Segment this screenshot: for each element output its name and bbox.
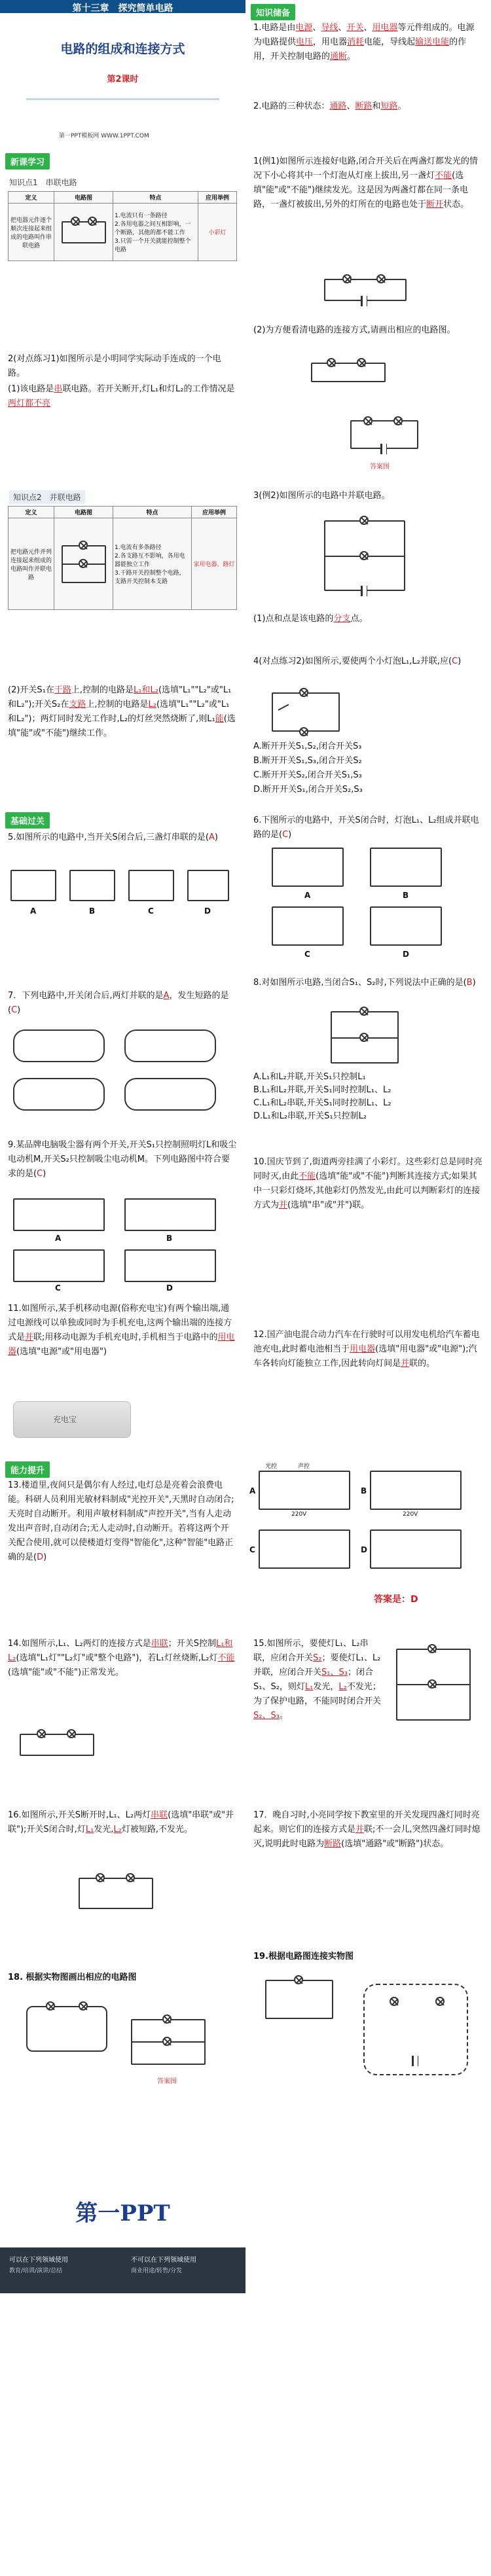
q1-ans2: 断开: [426, 200, 444, 209]
q15-text: [253, 1637, 384, 1723]
series-feature: 1.电流只有一条路径 2.各用电器之间互相影响，一个断路，其他的都不能工作 3.只需一个开关就能控制整个电路: [113, 204, 198, 261]
q7-diagrams: [13, 1029, 229, 1121]
q12-end: 联的。: [409, 1359, 435, 1368]
series-example: 小彩灯: [198, 204, 237, 261]
series-table: [8, 191, 237, 261]
q9-label-d: D: [166, 1283, 173, 1293]
q4-ans: C: [452, 656, 458, 666]
q7-close: ): [17, 1005, 21, 1015]
q9-label-c: C: [55, 1283, 61, 1293]
q8-option-b: B.L₁和L₂并联,开关S₁同时控制L₁、L₂: [253, 1085, 391, 1095]
q17-prefix: 17．晚自习时,小亮同学按下教室里的开关发现四盏灯同时亮起来。则它们的连接方式是: [253, 1810, 480, 1834]
q16-mid2: 发光,: [94, 1825, 114, 1834]
q2b-title: (2)为方便看清电路的连接方式,请画出相应的电路图。: [253, 325, 456, 335]
slide-2: [0, 149, 491, 316]
q5-ans: A: [209, 832, 215, 842]
q18-real-circuit: [26, 2003, 111, 2056]
q14-ans1: 串联: [151, 1639, 168, 1649]
lesson-title: 电路的组成和连接方式: [60, 42, 185, 56]
q15-mid2: ；闭合S₁、S₂，则灯: [253, 1668, 373, 1692]
th-example: 应用举例: [198, 192, 237, 204]
q3b-ans2: L₁和L₂: [134, 685, 158, 695]
q17-ans2: 断路: [324, 1839, 342, 1849]
q13-sw-light: 光控: [265, 1463, 278, 1470]
q7-title-text: 7．下列电路中,开关闭合后,两灯并联的是: [8, 991, 164, 1001]
q3b-mid2: (选填"L₁""L₂"或"L₁和L₂");开关S₂在: [8, 685, 232, 709]
q14-mid1: ；开关S控制: [168, 1639, 216, 1649]
q3-title: 3(例2)如图所示的电路中并联电路。: [253, 491, 390, 501]
q9-ans: C: [37, 1169, 43, 1179]
q15-end: 不发光；为了保护电路，不能同时闭合开关: [253, 1682, 382, 1706]
line2-pre: 电路的三种状态：: [261, 101, 330, 111]
q4-title-text: 4(对点练习2)如图所示,要使两个小灯泡L₁,L₂并联,应(: [253, 656, 452, 666]
knowledge-reserve-slide: [245, 0, 491, 147]
q4-slide: [245, 649, 491, 806]
parallel-table-header: [9, 507, 237, 518]
ans-switch: 开关: [346, 23, 364, 33]
q11-prefix: 11.如图所示,某手机移动电源(俗称充电宝)有两个输出端,通过电源线可以单独或同时为手机充电,这两个输出端的连接方式是: [8, 1304, 232, 1342]
slide-3: [0, 318, 491, 482]
q13-label-d: D: [361, 1545, 367, 1554]
q15-ans4: L₂: [338, 1682, 347, 1692]
q5-slide: [0, 808, 245, 969]
q16-ans1: 串联: [151, 1810, 168, 1820]
parallel-knowledge-slide: [0, 484, 245, 647]
th-feature-2: 特点: [113, 507, 192, 518]
q15-slide: [245, 1620, 491, 1780]
q19-slide: [245, 1944, 491, 2115]
q19-text: 19.根据电路图连接实物图: [253, 1952, 354, 1961]
line1-prefix: 1.: [253, 23, 262, 33]
q15-ans2: S₁、S₃: [321, 1668, 348, 1677]
footer-right-1: 不可以在下列领域使用: [131, 2257, 196, 2264]
q2b-answer-diagram: [350, 416, 422, 456]
knowledge1-title: 知识点1 串联电路: [9, 178, 77, 187]
q9-label-b: B: [166, 1234, 173, 1243]
slide-14: [0, 2117, 491, 2576]
q3-ans: 分支: [333, 614, 351, 624]
q3b-mid1: 上,控制的电路是: [71, 685, 134, 695]
q16-prefix: 16.如图所示,开关S断开时,L₁、L₂两灯: [8, 1810, 151, 1820]
parallel-example: 家用电器、路灯: [192, 518, 237, 610]
q8-option-a: A.L₁和L₂并联,开关S₁只控制L₁: [253, 1072, 366, 1082]
q3b-text: [8, 683, 237, 741]
q3-sub: [253, 612, 482, 626]
q14-slide: [0, 1620, 245, 1780]
q2-sub-prefix: (1)该电路是: [8, 384, 54, 394]
reserve-line-1: 1.电路是由电源、导线、开关、用电器等元件组成的。电源为电路提供电压，用电器消耗电能，导线起输送电能的作用，开关控制电路的通断。: [253, 23, 475, 62]
q4-circuit: [272, 690, 344, 736]
q10-prefix: 10.国庆节到了,街道两旁挂满了小彩灯。这些彩灯总是同时亮同时灭,由此: [253, 1157, 482, 1181]
q7-mid: ，: [169, 991, 178, 1001]
line1-mid3: 电能，导线起: [364, 37, 416, 47]
q13-ans: D: [37, 1552, 44, 1562]
parallel-definition: 把电路元件并列连接起来组成的电路叫作并联电路: [9, 518, 54, 610]
q6-ans: C: [282, 830, 289, 840]
series-table-header: [9, 192, 237, 204]
footer-left-1: 可以在下列领域使用: [9, 2257, 68, 2264]
q15-mid1: ；要使灯L₁、L₂并联，应闭合开关: [253, 1653, 381, 1677]
slide-7: [0, 971, 491, 1131]
q12-text: [253, 1328, 482, 1371]
q16-ans3: L₂: [113, 1825, 122, 1834]
q6-diagrams: [272, 848, 468, 965]
q15-ans3: L₁: [304, 1682, 314, 1692]
q14-end: (选填"能"或"不能")正常发光。: [8, 1668, 124, 1677]
q6-slide: [245, 808, 491, 969]
q16-end: 灯被短路,不发光。: [121, 1825, 193, 1834]
q5-label-a: A: [30, 906, 37, 916]
q4-title: [253, 654, 482, 669]
q2-ans2: 两灯都不亮: [8, 399, 51, 408]
q19-real-objects: [363, 1984, 475, 2082]
q11-text: [8, 1302, 237, 1359]
q8-option-d: D.L₁和L₂串联,开关S₁只控制L₂: [253, 1111, 367, 1121]
q15-ans5: S₂、S₃: [253, 1711, 280, 1721]
q1-circuit: [324, 274, 409, 304]
q6-title-text: 6.下图所示的电路中，开关S闭合时，灯泡L₁、L₂组成并联电路的是(: [253, 815, 479, 840]
line1-pre: 电路是由: [261, 23, 296, 33]
q14-circuit: [20, 1730, 98, 1759]
q2b-photo-circuit: [311, 356, 390, 389]
q1-ans1: 不能: [435, 171, 452, 181]
ans-transmit: 输送电能: [415, 37, 450, 47]
q4-option-a: A.断开开关S₁,S₂,闭合开关S₃: [253, 742, 362, 751]
q3-end2: 点。: [350, 614, 368, 624]
th-diagram: 电路图: [54, 192, 113, 204]
ans-appliance: 用电器: [372, 23, 398, 33]
q13-answer-label: 答案是：D: [374, 1594, 418, 1605]
q3b-mid4: (选填"L₁""L₂"或"L₁和L₂")；两灯同时发光工作时,L₂的灯丝突然烧断了,则L₁: [8, 700, 230, 724]
q11-mid: 联;用移动电源为手机充电时,手机相当于电路中的: [33, 1333, 218, 1342]
q3-end: 点和点是该电路的: [265, 614, 334, 624]
q5-diagrams: [10, 867, 233, 959]
th-def: 定义: [9, 192, 54, 204]
th-example-2: 应用举例: [192, 507, 237, 518]
q4-option-b: B.断开开关S₁,S₃,闭合开关S₂: [253, 756, 362, 766]
q13-sw-sound: 声控: [298, 1463, 310, 1470]
power-bank-image: [13, 1401, 131, 1438]
q16-slide: [0, 1782, 245, 1942]
q14-ans3: 不能: [217, 1653, 235, 1663]
q13-voltage-2: 220V: [403, 1511, 418, 1518]
q3b-end: (选填"能"或"不能")继续工作。: [8, 714, 236, 738]
line2-and: 和: [372, 101, 381, 111]
q13-diagrams-slide: [245, 1458, 491, 1618]
tag-knowledge-reserve: 知识储备: [251, 4, 295, 20]
q4-option-c: C.断开开关S₂,闭合开关S₁,S₃: [253, 770, 362, 780]
line1-mid2: ，用电器: [313, 37, 348, 47]
slide-13: [0, 1944, 491, 2115]
q8-ans: B: [466, 978, 473, 988]
q10-slide: [245, 1133, 491, 1293]
q11-ans2: 用电器: [8, 1333, 235, 1357]
tag-ability: 能力提升: [5, 1461, 50, 1478]
q9-label-a: A: [55, 1234, 62, 1243]
q6-label-b: B: [403, 891, 409, 900]
q3b-ans3: 支路: [69, 700, 86, 709]
q15-mid3: 发光，: [313, 1682, 339, 1692]
q5-label-d: D: [204, 906, 211, 916]
end-slide: [0, 2117, 245, 2293]
q8-circuit: [331, 1009, 403, 1067]
q8-slide: [245, 971, 491, 1131]
reserve-line-2: 2.电路的三种状态：通路、断路和短路。: [253, 101, 407, 111]
th-def-2: 定义: [9, 507, 54, 518]
q18-text: 18. 根据实物图画出相应的电路图: [8, 1973, 137, 1982]
q18-answer-diagram: [131, 2016, 209, 2069]
q4-option-d: D.断开开关S₁,闭合开关S₂,S₃: [253, 785, 363, 795]
q2-slide: [0, 318, 245, 482]
parallel-diagram-cell: [54, 518, 113, 610]
parallel-table: [8, 506, 237, 610]
q6-label-c: C: [304, 950, 310, 959]
slide-8: [0, 1133, 491, 1293]
q14-ans2: L₁和L₂: [8, 1639, 233, 1663]
slide-4: [0, 484, 491, 647]
q12-ans2: 并: [401, 1359, 410, 1368]
q13-label-a: A: [249, 1486, 256, 1495]
knowledge2-title: 知识点2 并联电路: [9, 490, 85, 504]
q9-title: [8, 1138, 237, 1181]
q2-mid: 联电路。若开关断开,灯L₁和灯L₂的工作情况是: [62, 384, 235, 394]
line1-mid: 等元件组成的。电源为电路提供: [253, 23, 475, 47]
footer-right-2: 商业用途/转售/分发: [131, 2268, 183, 2274]
q11-ans1: 并: [25, 1333, 34, 1342]
q13-diagrams: [249, 1463, 475, 1588]
ans-consume: 消耗: [347, 37, 365, 47]
q17-end: (选填"通路"或"断路")状态。: [341, 1839, 449, 1849]
title-decoration: [26, 98, 219, 100]
slide-11: [0, 1620, 491, 1780]
ans-open: 断路: [355, 101, 373, 111]
q10-text: [253, 1155, 482, 1213]
q13-close: ): [43, 1552, 47, 1562]
q5-label-c: C: [148, 906, 154, 916]
q2-title: 2(对点练习1)如图所示是小明同学实际动手连成的一个电路。: [8, 354, 221, 378]
q6-close: ): [288, 830, 292, 840]
q1-text: [253, 154, 482, 212]
line2-prefix: 2.: [253, 101, 262, 111]
q2-sub: [8, 382, 237, 411]
parallel-table-row: [9, 518, 237, 610]
footer-text: 第一PPT模板网 WWW.1PPT.COM: [59, 133, 149, 139]
q6-label-a: A: [304, 891, 311, 900]
q3-slide: [245, 484, 491, 647]
q10-ans1: 不能: [299, 1172, 316, 1181]
power-bank-label: 充电宝: [53, 1415, 77, 1424]
q7-ans: A: [163, 991, 170, 1001]
q9-slide: [0, 1133, 245, 1293]
parallel-feature: 1.电流有多条路径 2.各支路互不影响，各用电器能独立工作 3.干路开关控制整个电路，支路开关控制本支路: [113, 518, 192, 610]
q13-voltage-1: 220V: [291, 1511, 307, 1518]
th-feature: 特点: [113, 192, 198, 204]
q3b-ans4: L₂: [148, 700, 156, 709]
q1-prefix: 1(例1)如图所示连接好电路,闭合开关后在两盏灯都发光的情况下小心将其中一个灯泡从灯座上拔出,另一盏灯: [253, 156, 478, 181]
slide-1: [0, 0, 491, 147]
q13-label-c: C: [249, 1545, 255, 1554]
period-label: 第2课时: [107, 75, 139, 84]
q14-prefix: 14.如图所示,L₁、L₂两灯的连接方式是: [8, 1639, 151, 1649]
q11-end: (选填"电源"或"用电器"): [16, 1347, 107, 1357]
q16-text: [8, 1808, 237, 1837]
q9-diagrams: [13, 1198, 229, 1293]
q3-circuit: [324, 516, 409, 595]
q6-label-d: D: [403, 950, 409, 959]
q5-title-text: 5.如图所示的电路中,当开关S闭合后,三盏灯串联的是(: [8, 832, 209, 842]
logo: 第一PPT: [75, 2200, 170, 2227]
slide-9: [0, 1295, 491, 1456]
q3b-ans5: 能: [215, 714, 224, 724]
q12-ans1: 用电器: [350, 1344, 376, 1354]
q13-slide: [0, 1458, 245, 1618]
q5-close: ): [214, 832, 218, 842]
th-diagram-2: 电路图: [54, 507, 113, 518]
q14-text: [8, 1637, 237, 1680]
q7-title: [8, 989, 237, 1018]
slide-6: [0, 808, 491, 969]
q3b-mid3: 上,控制的电路是: [86, 700, 149, 709]
slide-12: [0, 1782, 491, 1942]
q10-ans2: 并: [279, 1200, 288, 1210]
ans-path: 通路: [329, 101, 347, 111]
slide-10: [0, 1458, 491, 1618]
q1-mid: (选填"能"或"不能")继续发光。这是因为两盏灯都在同一条电路，一盏灯被拔出,另外的灯所在的电路也处于: [253, 171, 468, 209]
q12-slide: [245, 1295, 491, 1456]
ans-wire: 导线: [321, 23, 338, 33]
q18-answer-label: 答案图: [157, 2078, 177, 2085]
q7-slide: [0, 971, 245, 1131]
ans-short: 短路: [380, 101, 398, 111]
q8-title: [253, 976, 482, 990]
q17-mid: 联;不一会儿,突然四盏灯同时熄灭,说明此时电路为: [253, 1825, 481, 1849]
q6-title: [253, 814, 482, 842]
q3b-prefix: (2)开关S₁在: [8, 685, 54, 695]
q8-close: ): [472, 978, 476, 988]
q13-body: 13.楼道里,夜间只是偶尔有人经过,电灯总是亮着会浪费电能。科研人员利用光敏材料制成"光控开关",天黑时自动闭合;天亮时自动断开。利用声敏材料制成"声控开关",当有人走动发出声音时,自动闭合;无人走动时,自动断开。若将这两个开关配合使用,就可以使楼道灯变得"智能化",这种"智能"电路正确的是(: [8, 1480, 234, 1562]
q7-ans2: C: [11, 1005, 18, 1015]
q3-sub-prefix: (1): [253, 614, 266, 624]
q13-label-b: B: [361, 1486, 367, 1495]
q1-end: 状态。: [443, 200, 469, 209]
footer-left-2: 教育/培训/演讲/总结: [9, 2268, 63, 2274]
title-slide: [0, 0, 245, 147]
q18-slide: [0, 1944, 245, 2115]
q10-mid: (选填"能"或"不能")判断其连接方式;如果其中一只彩灯烧坏,其他彩灯仍然发光,由此可以判断彩灯的连接方式为: [253, 1172, 481, 1210]
chapter-title: 第十三章 探究简单电路: [72, 3, 173, 14]
q16-ans2: L₁: [85, 1825, 94, 1834]
q10-end: (选填"串"或"并")联。: [287, 1200, 370, 1210]
q14-mid2: (选填"L₁灯""L₂灯"或"整个电路")，若L₁灯丝烧断,L₂灯: [16, 1653, 218, 1663]
q17-ans1: 并: [355, 1825, 365, 1834]
series-diagram-cell: [54, 204, 113, 261]
ans-onoff: 通断: [330, 52, 348, 62]
ans-power: 电源: [295, 23, 313, 33]
q15-circuit: [396, 1646, 475, 1725]
q3b-slide: [0, 649, 245, 806]
series-table-row: [9, 204, 237, 261]
q15-end2: 。: [279, 1711, 288, 1721]
q2b-answer-label: 答案图: [370, 463, 390, 471]
q12-mid: (选填"用电器"或"电源");汽车各转向灯能独立工作,因此转向灯间是: [253, 1344, 477, 1368]
q17-slide: [245, 1782, 491, 1942]
q2-ans1: 串: [54, 384, 63, 394]
q17-text: [253, 1808, 482, 1851]
q16-mid1: (选填"串联"或"并联");开关S闭合时,灯: [8, 1810, 234, 1834]
q1-slide: [245, 149, 491, 316]
q12-prefix: 12.国产油电混合动力汽车在行驶时可以用发电机给汽车蓄电池充电,此时蓄电池相当于: [253, 1330, 480, 1354]
line1-end: 的作用，开关控制电路的: [253, 37, 467, 62]
series-knowledge-slide: [0, 149, 245, 316]
q19-schematic: [265, 1977, 337, 2023]
q8-option-c: C.L₁和L₂串联,开关S₁同时控制L₁、L₂: [253, 1098, 391, 1108]
q3b-ans1: 干路: [54, 685, 71, 695]
series-definition: 把电器元件逐个顺次连接起来组成的电路叫作串联电路: [9, 204, 54, 261]
q8-title-text: 8.对如图所示电路,当闭合S₁、S₂时,下列说法中正确的是(: [253, 978, 467, 988]
q13-text: [8, 1478, 237, 1565]
q9-close: ): [43, 1169, 46, 1179]
tag-basic: 基础过关: [5, 812, 50, 829]
q4-close: ): [458, 656, 462, 666]
q9-title-text: 9.某品牌电脑吸尘器有两个开关,开关S₁只控制照明灯L和吸尘电动机M,开关S₂只控制吸尘电动机M。下列电路图中符合要求的是(: [8, 1140, 237, 1179]
q2b-slide: [245, 318, 491, 482]
slide-5: [0, 649, 491, 806]
ans-voltage: 电压: [296, 37, 314, 47]
q11-slide: [0, 1295, 245, 1456]
q5-title: [8, 831, 237, 845]
q15-ans1: S₂: [313, 1653, 322, 1663]
q7-end: 发生短路的是(: [8, 991, 229, 1015]
q5-label-b: B: [89, 906, 96, 916]
q16-circuit: [79, 1874, 157, 1913]
footer-bar: [0, 2247, 245, 2293]
tag-new-lesson: 新课学习: [5, 153, 50, 170]
q15-prefix: 15.如图所示，要使灯L₁、L₂串联，应闭合开关: [253, 1639, 369, 1663]
